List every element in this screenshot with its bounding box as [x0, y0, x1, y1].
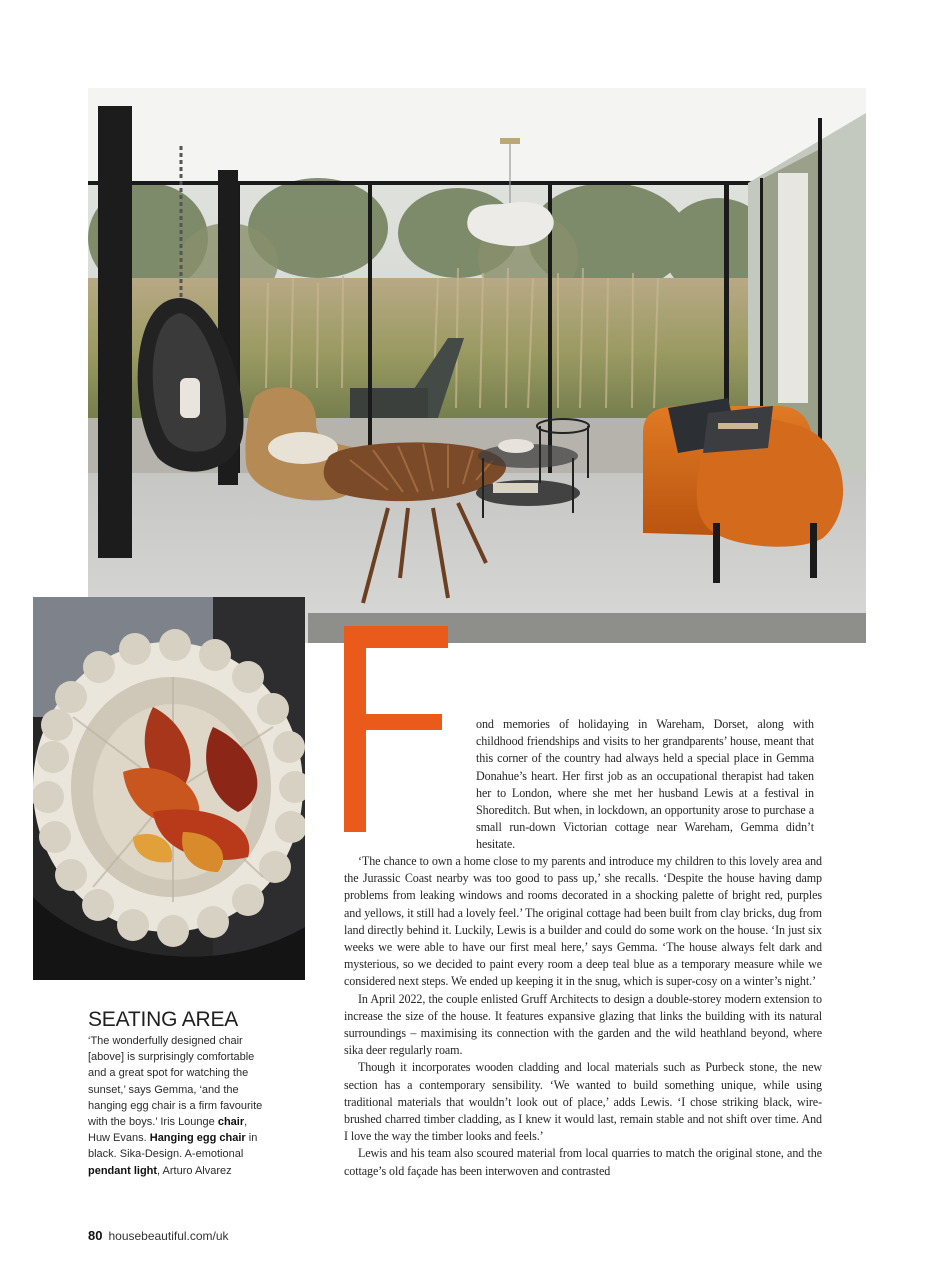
body-paragraph: Though it incorporates wooden cladding and local materials such as Purbeck stone, the new section has a contemporary sensibility. ‘We wanted to build something unique, while using traditional materials that wouldn’t look out of place,’ adds Lewis. ‘I chose striking black, wire-brushed charred timber cladding, as I knew it would last, remain stable and not shift over time. And I love the way the timber looks and feels.’ [344, 1060, 822, 1144]
intro-text: ond memories of holidaying in Wareham, Dorset, along with childhood friendships and visits to her grandparents’ house, meant that this corner of the country had always held a special place in Gemma Donahue’s heart. Her first job as an occupational therapist had taken her to London, where she met her husband Lewis at a festival in Shoreditch. But when, in lockdown, an opportunity arose to purchase a small run-down Victorian cottage near Wareham, Gemma didn’t hesitate. [476, 717, 814, 852]
caption-credit-chair: chair [217, 1116, 245, 1129]
caption-text [88, 1033, 266, 1179]
caption-text-part: , Huw Evans. [88, 1116, 248, 1145]
inset-photo-bowl-with-leaves [33, 597, 305, 980]
body-paragraph: Lewis and his team also scoured material from local quarries to match the original stone, and the cottage’s old façade has been interwoven and contrasted [344, 1146, 822, 1178]
hero-photo-seating-area [88, 88, 866, 643]
footer-site-url[interactable]: housebeautiful.com/uk [108, 1229, 229, 1243]
body-paragraph: ‘The chance to own a home close to my parents and introduce my children to this lovely area and the Jurassic Coast nearby was too good to pass up,’ she recalls. ‘Despite the house having damp problems from leaking windows and rooms decorated in a shocking palette of bright red, purples and yellows, it still had a lovely feel.’ The original cottage had been built from clay bricks, dug from land directly behind it. Luckily, Lewis is a builder and could do some work on the house. ‘In just six weeks we were able to have our first meal here,’ says Gemma. ‘The house always felt dark and mysterious, so we decided to paint every room a deep teal blue as a temporary measure while we considered next steps. We ended up keeping it in the snug, which is super-cosy on a winter’s night.’ [344, 854, 822, 989]
caption-title: SEATING AREA [88, 1008, 239, 1031]
article-intro-paragraph [476, 716, 814, 854]
caption-text-part: in black. Sika-Design. A-emotional [88, 1132, 258, 1161]
caption-text-part: ‘The wonderfully designed chair [above] is surprisingly comfortable and a great spot for watching the sunset,’ says Gemma, ‘and the hanging egg chair is a firm favourite with the boys.’ Iris Lounge [88, 1035, 263, 1129]
page-number: 80 [88, 1228, 103, 1243]
page-footer [88, 1228, 229, 1243]
drop-cap-letter-f [344, 626, 448, 832]
caption-credit-egg-chair: Hanging egg chair [149, 1132, 246, 1145]
caption-text-part: , Arturo Alvarez [157, 1164, 232, 1177]
body-paragraph: In April 2022, the couple enlisted Gruff Architects to design a double-storey modern extension to increase the size of the house. It features expansive glazing that links the building with its natural surroundings – maximising its connection with the garden and the wild heathland beyond, where sika deer regularly roam. [344, 991, 822, 1058]
article-body [344, 853, 822, 1180]
caption-credit-pendant-light: pendant light [88, 1164, 158, 1177]
